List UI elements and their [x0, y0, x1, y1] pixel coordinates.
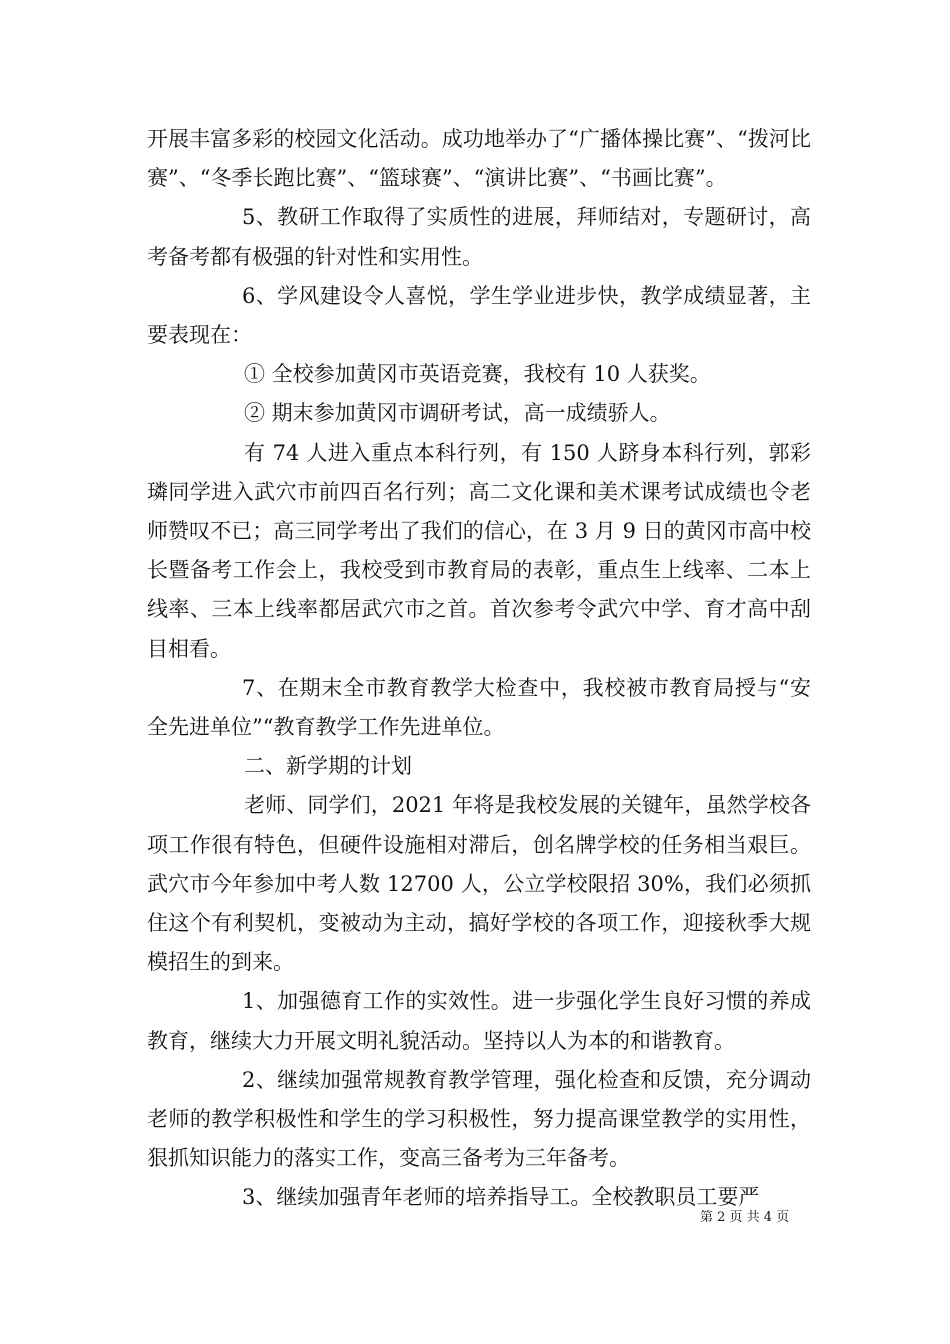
paragraph-plan-item-3: 3、继续加强青年老师的培养指导工。全校教职员工要严	[242, 1185, 760, 1210]
paragraph-campus-activities: 开展丰富多彩的校园文化活动。成功地举办了“广播体操比赛”、“拨河比赛”、“冬季长跑比赛”、“篮球赛”、“演讲比赛”、“书画比赛”。	[147, 127, 811, 191]
paragraph-item-6-study-style: 6、学风建设令人喜悦，学生学业进步快，教学成绩显著，主要表现在：	[147, 283, 811, 348]
document-body	[147, 120, 811, 1218]
paragraph-plan-item-1: 1、加强德育工作的实效性。进一步强化学生良好习惯的养成教育，继续大力开展文明礼貌活动。坚持以人为本的和谐教育。	[147, 989, 811, 1053]
paragraph-sub-item-2-exam-results: ② 期末参加黄冈市调研考试，高一成绩骄人。	[244, 401, 671, 426]
paragraph-plan-item-2: 2、继续加强常规教育教学管理，强化检查和反馈，充分调动老师的教学积极性和学生的学习积极性，努力提高课堂教学的实用性，狠抓知识能力的落实工作，变高三备考为三年备考。	[147, 1067, 811, 1171]
paragraph-exam-achievements: 有 74 人进入重点本科行列，有 150 人跻身本科行列，郭彩璘同学进入武穴市前四百名行列；高二文化课和美术课考试成绩也令老师赞叹不已；高三同学考出了我们的信心，在 3 月 9 日的黄冈市高中校长暨备考工作会上，我校受到市教育局的表彰，重点生上线率、二本上线率、三本上线率都居武穴市之首。首次参考令武穴中学、育才高中刮目相看。	[147, 440, 811, 661]
paragraph-plan-intro: 老师、同学们，2021 年将是我校发展的关键年，虽然学校各项工作很有特色，但硬件设施相对滞后，创名牌学校的任务相当艰巨。武穴市今年参加中考人数 12700 人，公立学校限招 30%，我们必须抓住这个有利契机，变被动为主动，搞好学校的各项工作，迎接秋季大规模招生的到来。	[147, 793, 811, 975]
page-number-footer: 第 2 页 共 4 页	[700, 1210, 790, 1225]
section-heading-new-semester-plan: 二、新学期的计划	[244, 754, 412, 779]
paragraph-item-7-inspection: 7、在期末全市教育教学大检查中，我校被市教育局授与“安全先进单位”“教育教学工作先进单位。	[147, 675, 811, 740]
paragraph-sub-item-1-english-contest: ① 全校参加黄冈市英语竞赛，我校有 10 人获奖。	[244, 362, 711, 387]
paragraph-item-5-teaching-research: 5、教研工作取得了实质性的进展，拜师结对，专题研讨，高考备考都有极强的针对性和实用性。	[147, 205, 811, 269]
